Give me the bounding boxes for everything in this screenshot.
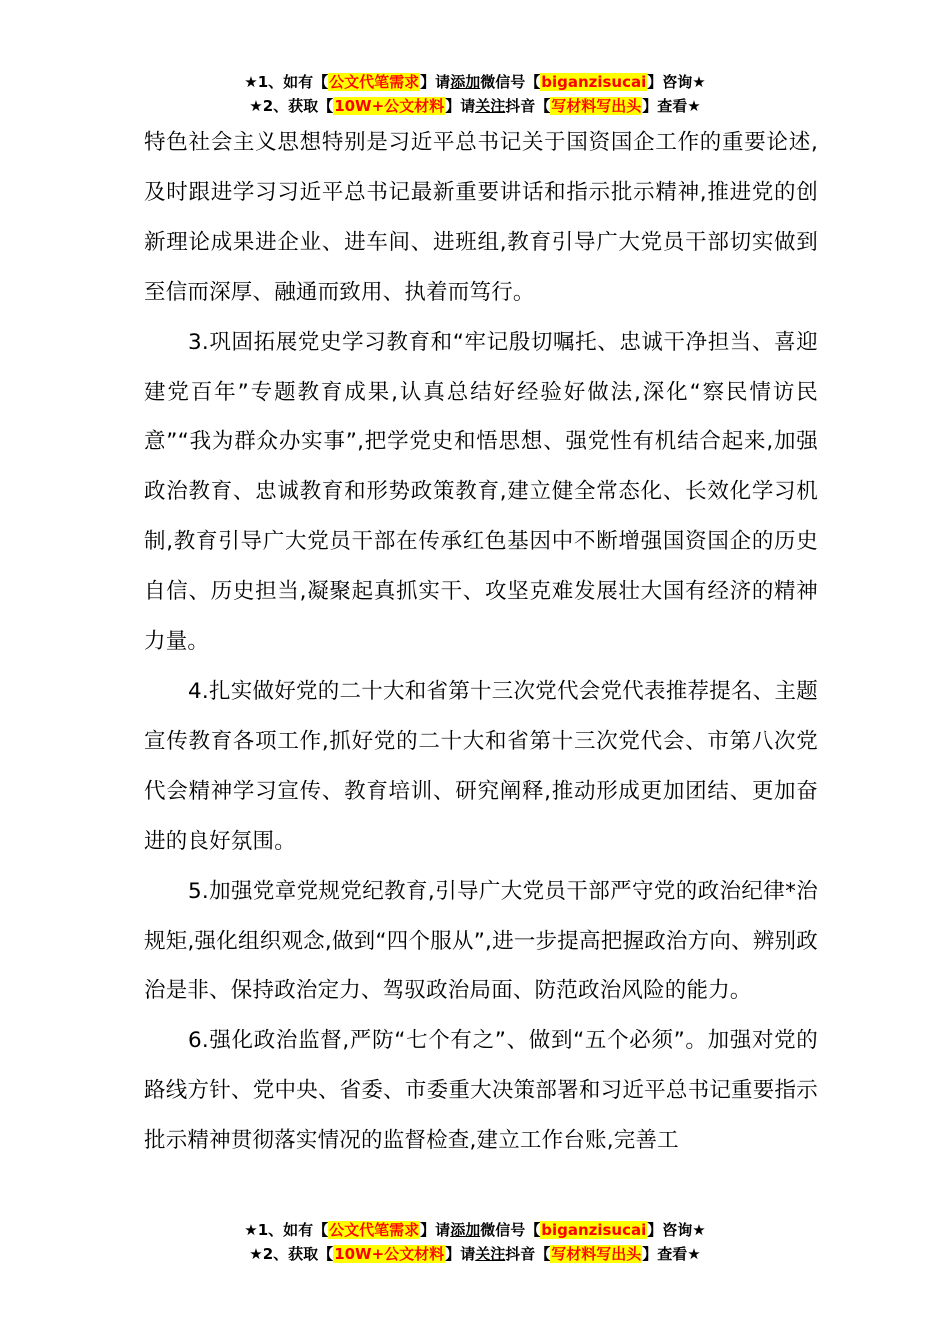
banner-line1-highlight-wechat: biganzisucai: [541, 73, 647, 91]
banner-line2-middle2: 抖音【: [505, 97, 551, 115]
footer-line1-middle2: 微信号【: [480, 1221, 541, 1239]
banner-line1-suffix: 】咨询★: [647, 73, 706, 91]
banner-line1-emphasis: 添加: [450, 73, 481, 91]
footer-banner: [0, 1218, 950, 1266]
banner-line2-highlight-materials: 10W+公文材料: [334, 97, 445, 115]
banner-line-1: [0, 70, 950, 94]
document-body: [144, 118, 818, 1166]
banner-line2-suffix: 】查看★: [642, 97, 701, 115]
banner-line2-prefix: ★2、获取【: [249, 97, 334, 115]
footer-line2-middle2: 抖音【: [505, 1245, 551, 1263]
footer-line2-middle: 】请: [445, 1245, 476, 1263]
banner-line2-highlight-douyin: 写材料写出头: [551, 97, 642, 115]
footer-line1-highlight-service: 公文代笔需求: [329, 1221, 420, 1239]
paragraph-item-5: 5.加强党章党规党纪教育,引导广大党员干部严守党的政治纪律*治规矩,强化组织观念,做到“四个服从”,进一步提高把握政治方向、辨别政治是非、保持政治定力、驾驭政治局面、防范政治风险的能力。: [144, 878, 818, 1004]
footer-line1-suffix: 】咨询★: [647, 1221, 706, 1239]
footer-line2-emphasis: 关注: [475, 1245, 506, 1263]
banner-line1-highlight-service: 公文代笔需求: [329, 73, 420, 91]
banner-line2-middle: 】请: [445, 97, 476, 115]
banner-line1-prefix: ★1、如有【: [244, 73, 329, 91]
footer-line1-emphasis: 添加: [450, 1221, 481, 1239]
paragraph-item-6: 6.强化政治监督,严防“七个有之”、做到“五个必须”。加强对党的路线方针、党中央、省委、市委重大决策部署和习近平总书记重要指示批示精神贯彻落实情况的监督检查,建立工作台账,完善工: [144, 1028, 818, 1154]
footer-line2-suffix: 】查看★: [642, 1245, 701, 1263]
footer-line1-middle: 】请: [420, 1221, 451, 1239]
paragraph-item-3: 3.巩固拓展党史学习教育和“牢记殷切嘱托、忠诚干净担当、喜迎建党百年”专题教育成果,认真总结好经验好做法,深化“察民情访民意”“我为群众办实事”,把学党史和悟思想、强党性有机结合起来,加强政治教育、忠诚教育和形势政策教育,建立健全常态化、长效化学习机制,教育引导广大党员干部在传承红色基因中不断增强国资国企的历史自信、历史担当,凝聚起真抓实干、攻坚克难发展壮大国有经济的精神力量。: [144, 329, 818, 655]
banner-line2-emphasis: 关注: [475, 97, 506, 115]
paragraph-continuation: 特色社会主义思想特别是习近平总书记关于国资国企工作的重要论述,及时跟进学习习近平总书记最新重要讲话和指示批示精神,推进党的创新理论成果进企业、进车间、进班组,教育引导广大党员干部切实做到至信而深厚、融通而致用、执着而笃行。: [144, 130, 818, 305]
banner-line-2: [0, 94, 950, 118]
footer-line1-prefix: ★1、如有【: [244, 1221, 329, 1239]
banner-line1-middle2: 微信号【: [480, 73, 541, 91]
paragraph-item-4: 4.扎实做好党的二十大和省第十三次党代会党代表推荐提名、主题宣传教育各项工作,抓好党的二十大和省第十三次党代会、市第八次党代会精神学习宣传、教育培训、研究阐释,推动形成更加团结、更加奋进的良好氛围。: [144, 678, 818, 854]
banner-line1-middle: 】请: [420, 73, 451, 91]
footer-banner-line-2: [0, 1242, 950, 1266]
footer-line2-highlight-douyin: 写材料写出头: [551, 1245, 642, 1263]
header-banner: [0, 70, 950, 118]
footer-line2-prefix: ★2、获取【: [249, 1245, 334, 1263]
footer-line1-highlight-wechat: biganzisucai: [541, 1221, 647, 1239]
footer-line2-highlight-materials: 10W+公文材料: [334, 1245, 445, 1263]
footer-banner-line-1: [0, 1218, 950, 1242]
